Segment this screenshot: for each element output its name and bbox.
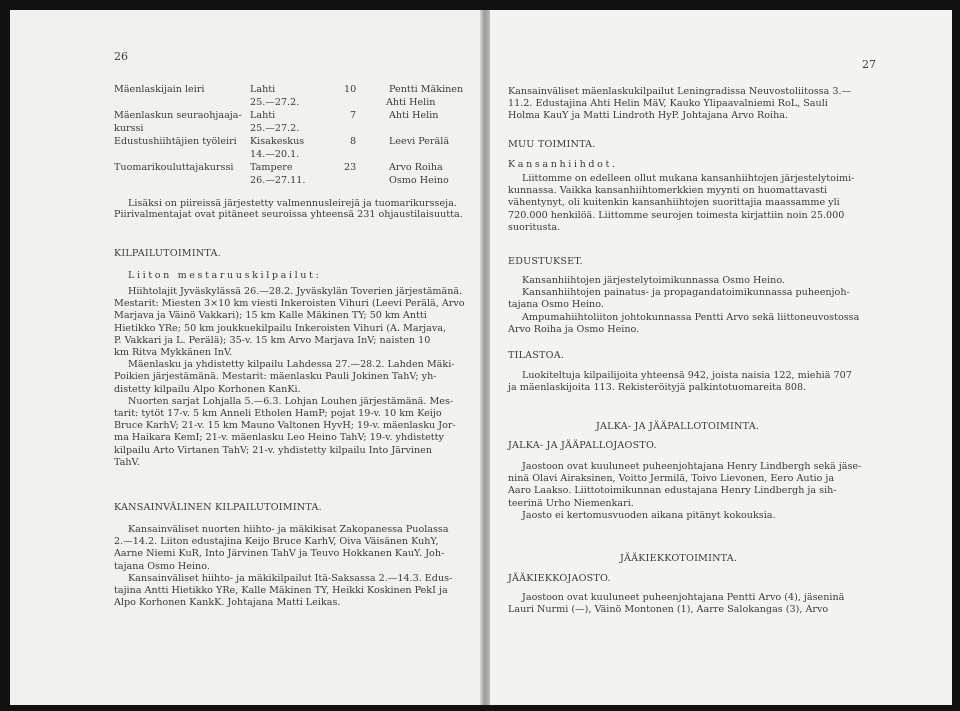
text-line: P. Vakkari ja L. Perälä); 35-v. 15 km Arvo Marjava InV; naisten 10 (114, 334, 431, 346)
text-line: tajana Osmo Heino. (114, 560, 210, 572)
text-line: distetty kilpailu Alpo Korhonen KanKi. (114, 383, 301, 395)
text-line: Lisäksi on piireissä järjestetty valmennusleirejä ja tuomarikursseja. (128, 198, 457, 209)
text-line: Poikien järjestämänä. Mestarit: mäenlasku Pauli Jokinen TahV; yh- (114, 371, 437, 383)
camp-name: Mäenlaskijain leiri (114, 84, 205, 95)
jaakiekko-text (508, 592, 878, 616)
text-line: Kansainväliset hiihto- ja mäkikilpailut Itä-Saksassa 2.—14.3. Edus- (128, 572, 453, 584)
camp-leader: Arvo Roiha (389, 162, 443, 173)
text-line: Jaostoon ovat kuuluneet puheenjohtajana Pentti Arvo (4), jäseninä (522, 592, 845, 603)
camp-name: kurssi (114, 123, 144, 134)
camp-count: 23 (344, 162, 357, 173)
text-line: Bruce KarhV; 21-v. 15 km Mauno Valtonen HyvH; 19-v. mäenlasku Jor- (114, 420, 456, 432)
book-gutter (480, 10, 490, 705)
camp-leader: Leevi Perälä (389, 136, 450, 147)
camp-leader: Ahti Helin (389, 110, 439, 121)
camp-dates: 25.—27.2. (250, 123, 300, 134)
competitions-text (114, 286, 476, 469)
section-heading-kansainvalinen: KANSAINVÄLINEN KILPAILUTOIMINTA. (114, 502, 322, 513)
text-line: Liittomme on edelleen ollut mukana kansanhiihtojen järjestelytoimi- (522, 173, 855, 184)
text-line: Marjava ja Väinö Vakkari); 15 km Kalle Mäkinen TY; 50 km Antti (114, 310, 427, 322)
text-line: tarit: tytöt 17-v. 5 km Anneli Etholen HamP; pojat 19-v. 10 km Keijo (114, 408, 442, 420)
text-line: kilpailu Arto Virtanen TahV; 21-v. yhdistetty kilpailu Into Järvinen (114, 444, 433, 456)
section-heading-tilastoa: TILASTOA. (508, 350, 565, 361)
tilasto-text (508, 370, 878, 394)
text-line: 11.2. Edustajina Ahti Helin MäV, Kauko Ylipaavalniemi RoL, Sauli (508, 98, 828, 110)
subheading-liiton-mestaruuskilpailut: Liiton mestaruuskilpailut: (128, 270, 322, 281)
text-line: Aarne Niemi KuR, Into Järvinen TahV ja Teuvo Hokkanen KauY. Joh- (114, 548, 445, 560)
camp-name: Tuomarikouluttajakurssi (114, 162, 234, 173)
text-line: Mäenlasku ja yhdistetty kilpailu Lahdessa 27.—28.2. Lahden Mäki- (128, 359, 455, 371)
edustukset-text (508, 275, 878, 336)
kansainvalinen-text (114, 524, 476, 609)
text-line: km Ritva Mykkänen InV. (114, 347, 233, 359)
text-line: Lauri Nurmi (—), Väinö Montonen (1), Aarre Salokangas (3), Arvo (508, 604, 829, 616)
text-line: Arvo Roiha ja Osmo Heino. (508, 323, 640, 335)
section-heading-edustukset: EDUSTUKSET. (508, 256, 583, 267)
text-line: Hiihtolajit Jyväskylässä 26.—28.2. Jyväskylän Toverien järjestämänä. (128, 286, 463, 297)
camp-count: 7 (350, 110, 357, 121)
centered-heading-jalka-ja-jaapallo: JALKA- JA JÄÄPALLOTOIMINTA. (596, 421, 760, 432)
camp-leader: Pentti Mäkinen (389, 84, 464, 95)
jalka-text (508, 461, 878, 522)
text-line: Hietikko YRe; 50 km joukkuekilpailu Inkeroisten Vihuri (A. Marjava, (114, 322, 447, 334)
page-number-right: 27 (862, 58, 876, 71)
text-line: Alpo Korhonen KankK. Johtajana Matti Leikas. (114, 597, 341, 609)
text-line: kunnassa. Vaikka kansanhiihtomerkkien myynti on huomattavasti (508, 185, 828, 197)
text-line: tajana Osmo Heino. (508, 299, 604, 311)
subheading-jalka-ja-jaapallojaosto: JALKA- JA JÄÄPALLOJAOSTO. (508, 440, 657, 451)
subheading-jaakiekkojaosto: JÄÄKIEKKOJAOSTO. (508, 573, 611, 584)
leningrad-text (508, 86, 878, 123)
text-line: TahV. (114, 456, 140, 468)
text-line: 2.—14.2. Liiton edustajina Keijo Bruce KarhV, Oiva Väisänen KuhY, (114, 536, 439, 548)
camp-place: Tampere (250, 162, 293, 173)
text-line: Jaosto ei kertomusvuoden aikana pitänyt kokouksia. (522, 509, 776, 521)
centered-heading-jaakiekko: JÄÄKIEKKOTOIMINTA. (620, 553, 738, 564)
camps-note (114, 198, 474, 220)
kansanhiihdot-text (508, 173, 878, 234)
text-line: 720.000 henkilöä. Liittomme seurojen toimesta kirjattiin noin 25.000 (508, 209, 845, 221)
text-line: ma Haikara KemI; 21-v. mäenlasku Leo Heino TahV; 19-v. yhdistetty (114, 432, 444, 444)
camp-dates: 25.—27.2. (250, 97, 300, 108)
text-line: ninä Olavi Airaksinen, Voitto Jermilä, Toivo Lievonen, Eero Autio ja (508, 473, 835, 485)
camp-place: Kisakeskus (250, 136, 305, 147)
section-heading-muu-toiminta: MUU TOIMINTA. (508, 139, 596, 150)
text-line: suoritusta. (508, 221, 561, 233)
text-line: Mestarit: Miesten 3×10 km viesti Inkeroisten Vihuri (Leevi Perälä, Arvo (114, 298, 465, 310)
camp-name: Mäenlaskun seuraohjaaja- (114, 110, 242, 121)
page-number-left: 26 (114, 50, 128, 63)
text-line: Kansainväliset mäenlaskukilpailut Leningradissa Neuvostoliitossa 3.— (508, 86, 852, 97)
text-line: Piirivalmentajat ovat pitäneet seuroissa yhteensä 231 ohjaustilaisuutta. (114, 209, 463, 220)
text-line: vähentynyt, oli kuitenkin kansanhiihtojen suorittajia maassamme yli (508, 197, 840, 209)
camp-count: 10 (344, 84, 357, 95)
camp-dates: 26.—27.11. (250, 175, 306, 186)
text-line: Holma KauY ja Matti Lindroth HyP. Johtajana Arvo Roiha. (508, 110, 789, 122)
camp-place: Lahti (250, 110, 276, 121)
text-line: Jaostoon ovat kuuluneet puheenjohtajana Henry Lindbergh sekä jäse- (522, 461, 862, 472)
section-heading-kilpailutoiminta: KILPAILUTOIMINTA. (114, 248, 221, 259)
camp-count: 8 (350, 136, 357, 147)
text-line: Luokiteltuja kilpailijoita yhteensä 942, joista naisia 122, miehiä 707 (522, 370, 852, 381)
subheading-kansanhiihdot: Kansanhiihdot. (508, 159, 618, 170)
text-line: Kansanhiihtojen järjestelytoimikunnassa Osmo Heino. (522, 275, 785, 286)
text-line: teerinä Urho Niemenkari. (508, 497, 634, 509)
text-line: Aaro Laakso. Liittotoimikunnan edustajana Henry Lindbergh ja sih- (508, 485, 837, 497)
text-line: Kansanhiihtojen painatus- ja propagandatoimikunnassa puheenjoh- (522, 287, 850, 299)
text-line: ja mäenlaskijoita 113. Rekisteröityjä palkintotuomareita 808. (508, 382, 807, 394)
text-line: Nuorten sarjat Lohjalla 5.—6.3. Lohjan Louhen järjestämänä. Mes- (128, 395, 454, 407)
camp-place: Lahti (250, 84, 276, 95)
text-line: tajina Antti Hietikko YRe, Kalle Mäkinen TY, Heikki Koskinen PekI ja (114, 585, 448, 597)
camp-leader: Ahti Helin (386, 97, 436, 108)
camp-leader: Osmo Heino (389, 175, 449, 186)
text-line: Kansainväliset nuorten hiihto- ja mäkikisat Zakopanessa Puolassa (128, 524, 449, 535)
camp-name: Edustushiihtäjien työleiri (114, 136, 237, 147)
text-line: Ampumahiihtoliiton johtokunnassa Pentti Arvo sekä liittoneuvostossa (522, 311, 860, 323)
camp-dates: 14.—20.1. (250, 149, 300, 160)
